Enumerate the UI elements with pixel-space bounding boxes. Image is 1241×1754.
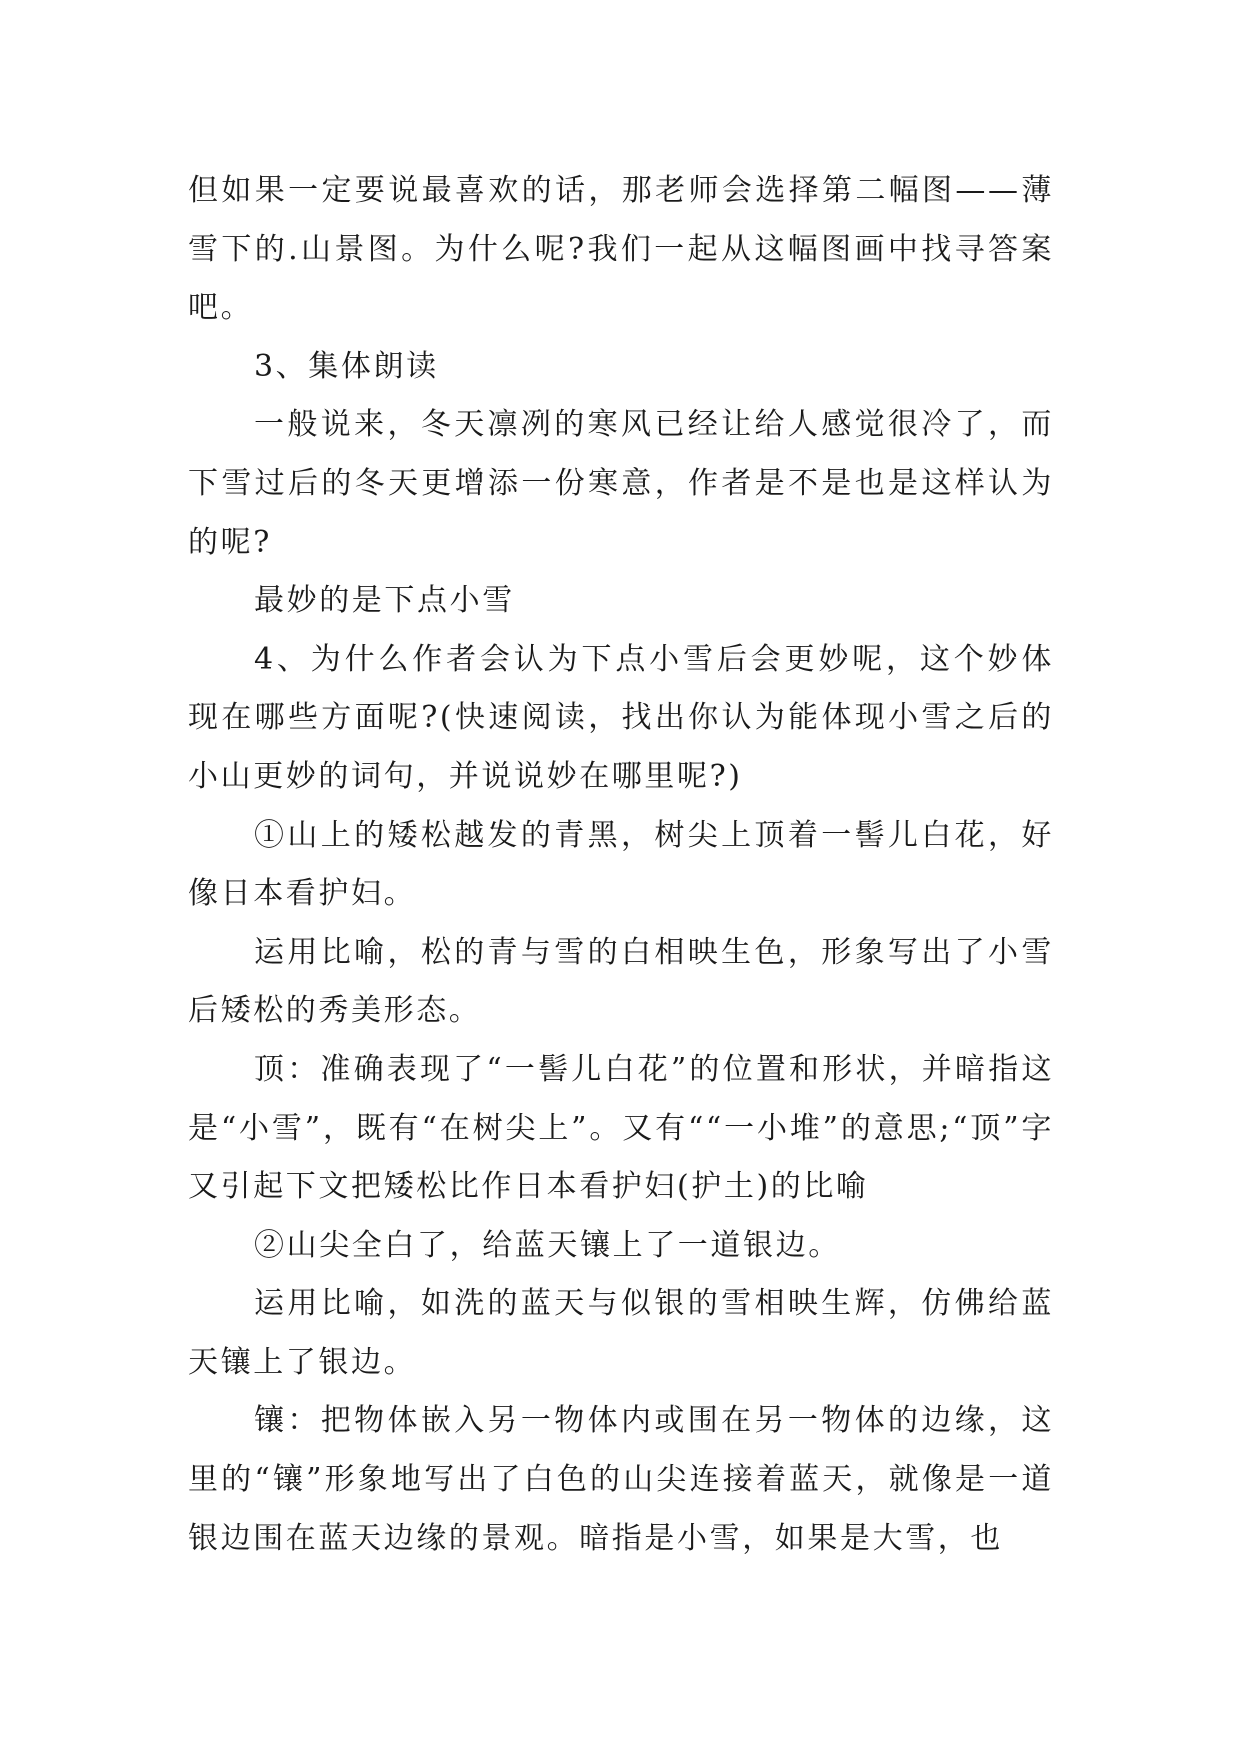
- paragraph-4: 最妙的是下点小雪: [254, 583, 515, 619]
- paragraph-1: 但如果一定要说最喜欢的话，那老师会选择第二幅图——薄雪下的.山景图。为什么呢?我们一起从这幅图画中找寻答案吧。: [188, 173, 1054, 326]
- paragraph-11: 镶：把物体嵌入另一物体内或围在另一物体的边缘，这里的“镶”形象地写出了白色的山尖连接着蓝天，就像是一道银边围在蓝天边缘的景观。暗指是小雪，如果是大雪，也: [188, 1403, 1054, 1556]
- paragraph-10: 运用比喻，如洗的蓝天与似银的雪相映生辉，仿佛给蓝天镶上了银边。: [188, 1286, 1054, 1380]
- paragraph-9: ②山尖全白了，给蓝天镶上了一道银边。: [254, 1227, 841, 1263]
- paragraph-3: 一般说来，冬天凛冽的寒风已经让给人感觉很冷了，而下雪过后的冬天更增添一份寒意，作者是不是也是这样认为的呢?: [188, 407, 1054, 560]
- paragraph-6: ①山上的矮松越发的青黑，树尖上顶着一髻儿白花，好像日本看护妇。: [188, 817, 1054, 912]
- paragraph-7: 运用比喻，松的青与雪的白相映生色，形象写出了小雪后矮松的秀美形态。: [188, 934, 1054, 1029]
- document-body: [188, 162, 1054, 1568]
- paragraph-8: 顶：准确表现了“一髻儿白花”的位置和形状，并暗指这是“小雪”，既有“在树尖上”。又有““一小堆”的意思;“顶”字又引起下文把矮松比作日本看护妇(护土)的比喻: [188, 1051, 1054, 1205]
- paragraph-5: 4、为什么作者会认为下点小雪后会更妙呢，这个妙体现在哪些方面呢?(快速阅读，找出你认为能体现小雪之后的小山更妙的词句，并说说妙在哪里呢?): [188, 641, 1054, 794]
- paragraph-2: 3、集体朗读: [254, 348, 439, 384]
